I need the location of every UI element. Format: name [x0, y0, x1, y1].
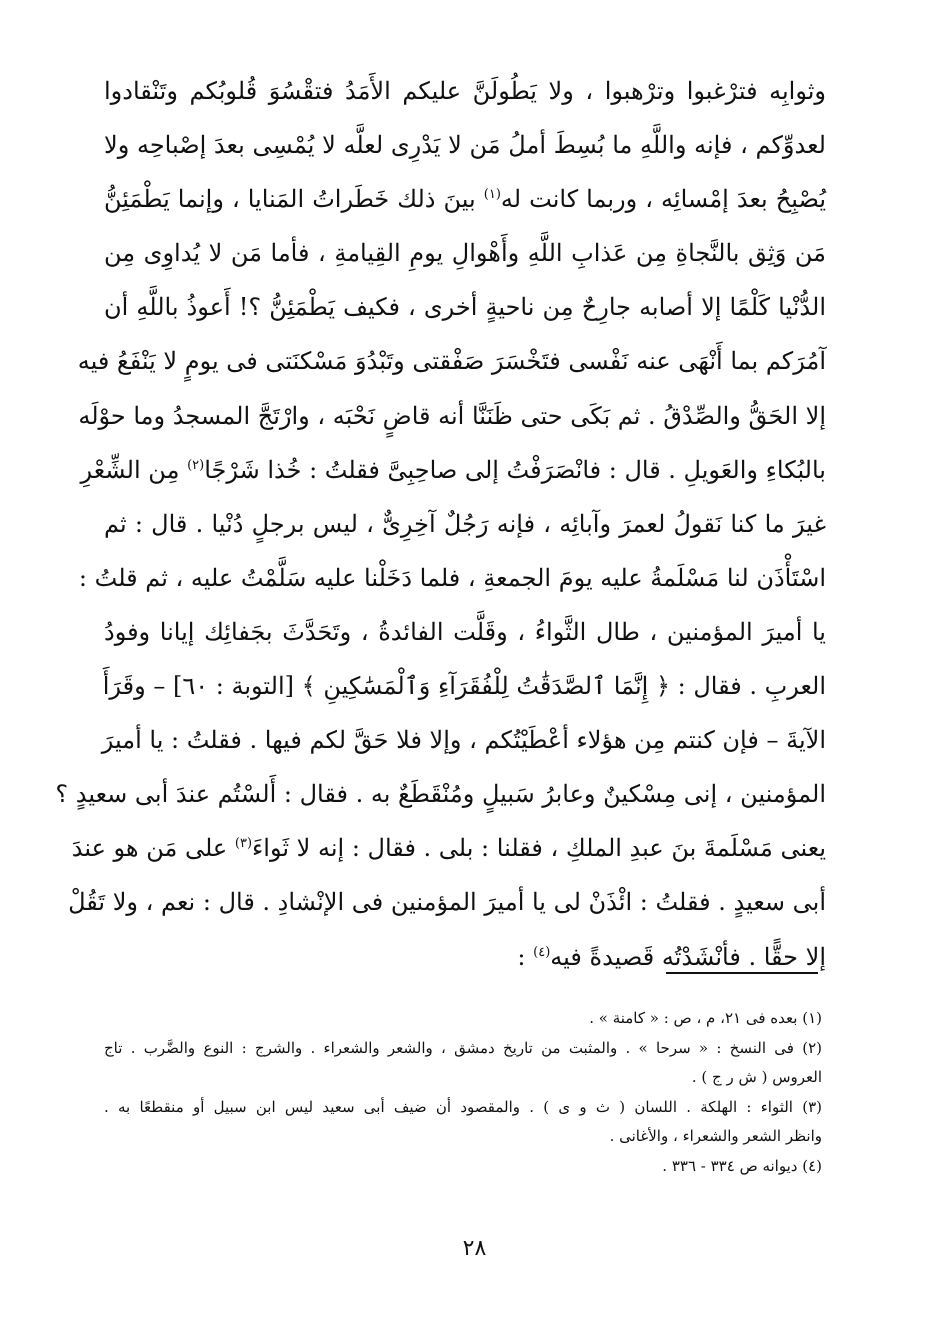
text-line-8-tail: مِن الشِّعْرِ — [80, 455, 180, 484]
text-line-6: آمُرَكم بما أَنْهَى عنه نَفْسى فتَخْسَرَ صَفْقتى وتَبْدُوَ مَسْكنَتى فى يومٍ لا يَنْفَعُ فيه — [77, 347, 826, 376]
footnote-2-line-2: العروس ( ش ر ج ) . — [691, 1068, 822, 1086]
text-line-14: المؤمنين ، إنى مِسْكينٌ وعابرُ سَبيلٍ ومُنْقَطَعٌ به . فقال : أَلسْتُم عندَ أبى سعيدٍ ؟ — [55, 780, 826, 809]
text-line-15 — [71, 821, 826, 875]
text-line-2: لعدوِّكم ، فإنه واللَّهِ ما بُسِطَ أملُ مَن لا يَدْرِى لعلَّه لا يُمْسِى بعدَ إصْباحِه ولا — [104, 131, 826, 160]
text-line-8-head: بالبُكاءِ والعَويلِ . قال : فانْصَرَفْتُ إلى صاحِبِىَّ فقلتُ : خُذا شَرْجًا — [204, 455, 826, 484]
footnote-ref-3[interactable]: (٣) — [234, 836, 253, 852]
text-line-3 — [104, 172, 826, 226]
footnote-ref-4[interactable]: (٤) — [533, 944, 551, 960]
text-line-12: العربِ . فقال : ﴿ إِنَّمَا ٱلصَّدَقَٰتُ لِلْفُقَرَآءِ وَٱلْمَسَٰكِينِ ﴾ [التوبة : ٦٠] – وقَرَأَ — [102, 672, 826, 701]
footnote-4: (٤) ديوانه ص ٣٣٤ - ٣٣٦ . — [662, 1156, 822, 1175]
footnote-3-line-1: (٣) الثواء : الهلكة . اللسان ( ث و ى ) . والمقصود أن ضيف أبى سعيد ليس ابن سبيل أو منقطعًا به . — [104, 1097, 822, 1116]
text-line-9: غيرَ ما كنا نَقولُ لعمرَ وآبائِه ، فإنه رَجُلٌ آخِرِىٌّ ، ليس برجلٍ دُنْيا . قال : ثم — [104, 509, 826, 538]
footnote-divider — [666, 972, 818, 974]
main-text — [55, 64, 827, 984]
footnote-ref-1[interactable]: (١) — [483, 187, 501, 203]
text-line-17-tail: : — [517, 942, 526, 971]
text-line-7: إلا الحَقُّ والصِّدْقُ . ثم بَكَى حتى ظَنَنَّا أنه قاضٍ نَحْبَه ، وارْتَجَّ المسجدُ وما حوْلَه — [78, 401, 826, 430]
text-line-3-tail: بينَ ذلك خَطَراتُ المَنايا ، وإنما يَطْمَئِنُّ — [104, 185, 476, 214]
text-line-17-head: إلا حقًّا . فأنْشَدْتُه قَصيدةً فيه — [550, 942, 826, 971]
footnote-2-line-1: (٢) فى النسخ : « سرحا » . والمثبت من تاريخ دمشق ، والشعر والشعراء . والشرج : النوع والضَّرب . تاج — [104, 1038, 822, 1057]
text-line-3-head: يُصْبِحُ بعدَ إمْسائِه ، وربما كانت له — [500, 185, 827, 214]
footnote-ref-2[interactable]: (٢) — [187, 457, 205, 473]
text-line-15-tail: على مَن هو عندَ — [71, 834, 228, 863]
footnotes — [104, 1004, 822, 1181]
text-line-1: وثوابِه فترْغبوا وترْهبوا ، ولا يَطُولَنَّ عليكم الأَمَدُ فتقْسُوَ قُلوبُكم وتَنْقادوا — [104, 77, 826, 105]
text-line-17 — [104, 930, 826, 984]
text-line-13: الآيةَ – فإن كنتم مِن هؤلاء أعْطَيْتُكم ، وإلا فلا حَقَّ لكم فيها . فقلتُ : يا أميرَ — [101, 726, 826, 755]
text-line-8 — [80, 443, 826, 497]
text-line-16: أبى سعيدٍ . فقلتُ : ائْذَنْ لى يا أميرَ المؤمنين فى الإنْشادِ . قال : نعم ، ولا تَقُلْ — [68, 888, 826, 917]
text-line-15-head: يعنى مَسْلَمةَ بنَ عبدِ الملكِ ، فقلنا : بلى . فقال : إنه لا ثَواءَ — [252, 834, 826, 863]
page-number: ٢٨ — [462, 1236, 487, 1261]
text-line-10: اسْتَأْذَن لنا مَسْلَمةُ عليه يومَ الجمعةِ ، فلما دَخَلْنا عليه سَلَّمْتُ عليه ، ثم قلتُ : — [78, 563, 826, 592]
text-line-5: الدُّنْيا كَلْمًا إلا أصابه جارِحٌ مِن ناحيةٍ أخرى ، فكيف يَطْمَئِنُّ ؟! أَعوذُ باللَّهِ أن — [104, 293, 826, 322]
footnote-1: (١) بعده فى ٢١، م ، ص : « كامنة » . — [589, 1009, 822, 1027]
text-line-11: يا أميرَ المؤمنين ، طال الثَّواءُ ، وقَلَّت الفائدةُ ، وتَحَدَّثَ بجَفائِك إيانا وفودُ — [104, 617, 826, 646]
text-line-4: مَن وَثِق بالنَّجاةِ مِن عَذابِ اللَّهِ وأَهْوالِ يومِ القِيامةِ ، فأما مَن لا يُداوِى مِن — [104, 239, 826, 268]
footnote-3-line-2: وانظر الشعر والشعراء ، والأغانى . — [609, 1127, 822, 1145]
